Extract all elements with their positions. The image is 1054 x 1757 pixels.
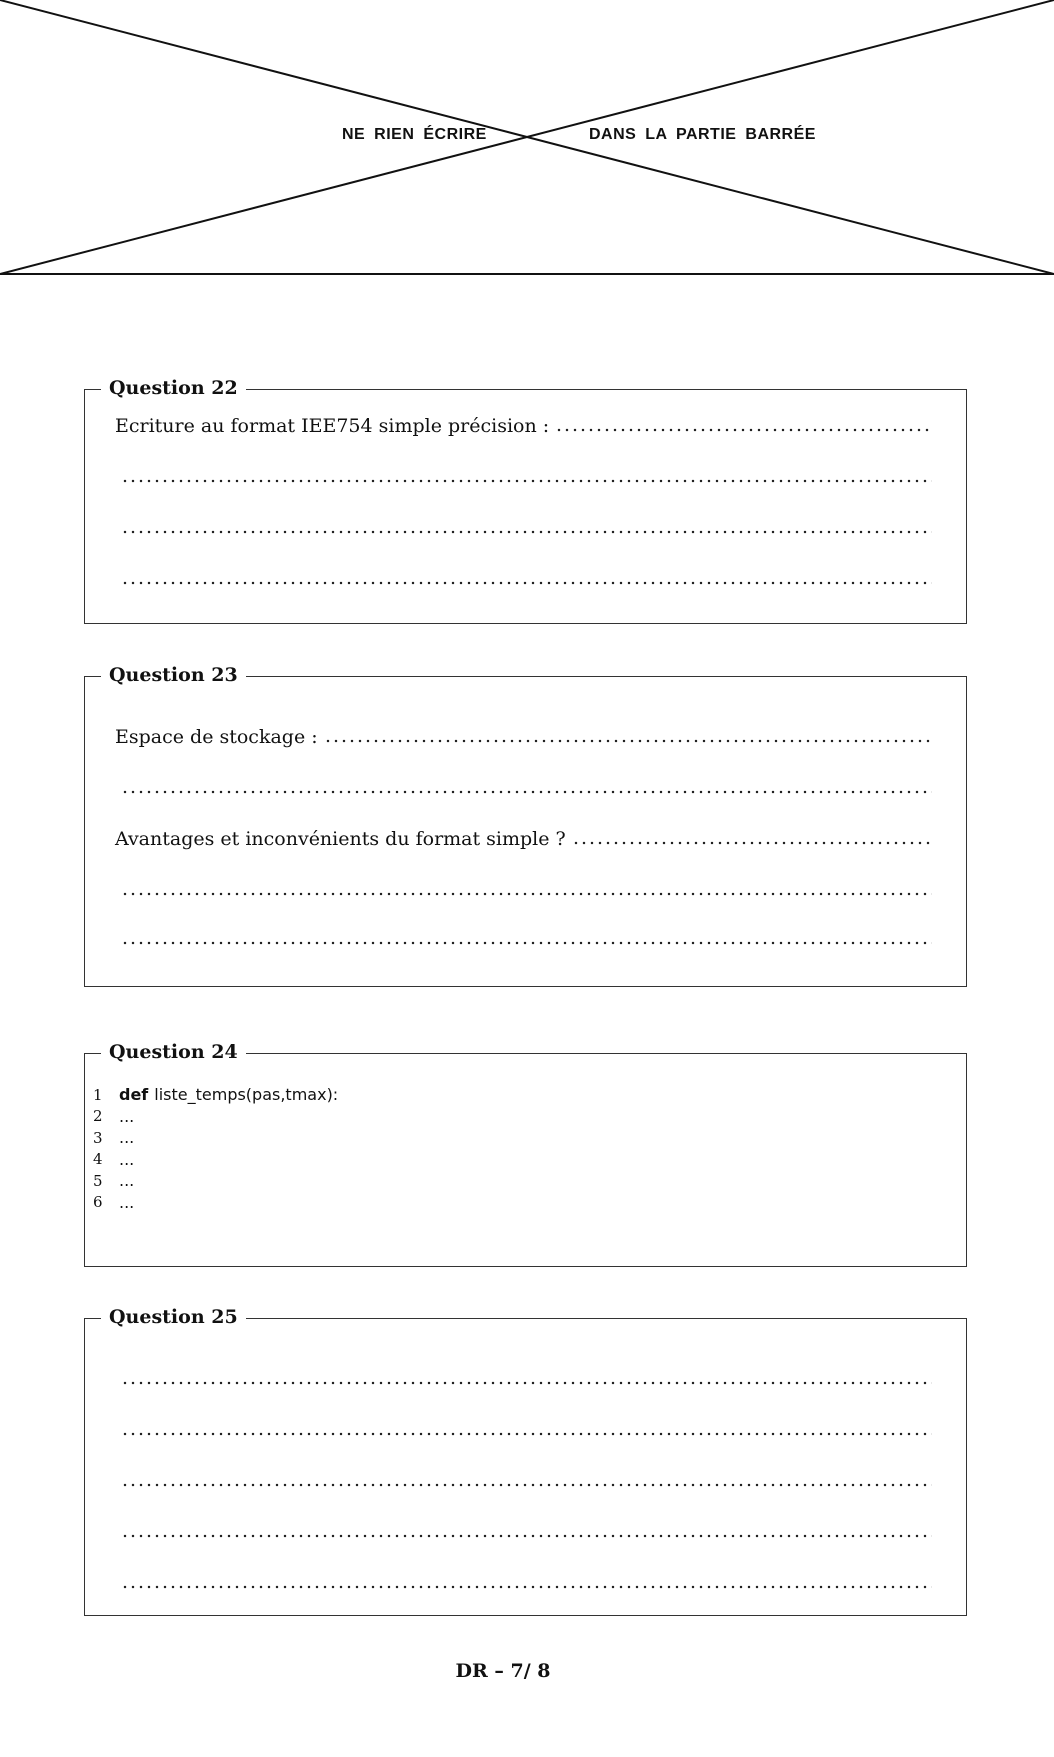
code-line-number: 4	[93, 1150, 103, 1169]
q23-answer-line-2[interactable]	[121, 773, 932, 799]
warning-text-right: DANS LA PARTIE BARRÉE	[589, 126, 816, 143]
code-keyword: def	[119, 1085, 149, 1105]
question-22-box	[84, 377, 967, 624]
question-22-title: Question 22	[101, 374, 246, 402]
q23-answer-line-1[interactable]	[115, 722, 932, 748]
code-text: ...	[119, 1149, 135, 1169]
code-line-number: 1	[93, 1085, 103, 1104]
dotted-line	[121, 1432, 932, 1436]
code-line-number: 3	[93, 1128, 103, 1147]
code-text: ...	[119, 1192, 135, 1212]
q25-answer-line-1[interactable]	[121, 1364, 932, 1390]
code-line	[93, 1192, 338, 1214]
q25-answer-line-4[interactable]	[121, 1517, 932, 1543]
code-listing[interactable]	[93, 1084, 338, 1213]
dotted-line	[121, 1534, 932, 1538]
code-text: ...	[119, 1106, 135, 1126]
code-line	[93, 1106, 338, 1128]
dotted-line	[121, 892, 932, 896]
dotted-line	[121, 941, 932, 945]
question-24-box	[84, 1041, 967, 1267]
q22-answer-line-1[interactable]	[115, 411, 932, 437]
code-line-number: 2	[93, 1107, 103, 1126]
dotted-line	[121, 1585, 932, 1589]
question-23-title: Question 23	[101, 661, 246, 689]
dotted-line	[555, 428, 932, 432]
question-23-box	[84, 664, 967, 987]
code-line	[93, 1170, 338, 1192]
dotted-line	[121, 1381, 932, 1385]
dotted-line	[121, 530, 932, 534]
dotted-line	[121, 479, 932, 483]
dotted-line	[324, 739, 932, 743]
q22-answer-line-2[interactable]	[121, 462, 932, 488]
question-24-title: Question 24	[101, 1038, 246, 1066]
q22-answer-line-4[interactable]	[121, 564, 932, 590]
question-25-title: Question 25	[101, 1303, 246, 1331]
q23-answer-line-5[interactable]	[121, 924, 932, 950]
page-number: DR – 7/ 8	[455, 1660, 551, 1682]
q23-line-3-label: Avantages et inconvénients du format simple ?	[115, 828, 566, 850]
q25-answer-line-5[interactable]	[121, 1568, 932, 1594]
q23-answer-line-3[interactable]	[115, 824, 932, 850]
crossed-out-area	[0, 0, 1054, 280]
code-line	[93, 1149, 338, 1171]
code-line	[93, 1084, 338, 1106]
warning-text-left: NE RIEN ÉCRIRE	[342, 126, 487, 143]
dotted-line	[121, 1483, 932, 1487]
q23-line-1-label: Espace de stockage :	[115, 726, 318, 748]
code-line-number: 6	[93, 1193, 103, 1212]
q25-answer-line-3[interactable]	[121, 1466, 932, 1492]
dotted-line	[121, 581, 932, 585]
code-line-number: 5	[93, 1171, 103, 1190]
q22-answer-line-3[interactable]	[121, 513, 932, 539]
q22-line-1-label: Ecriture au format IEE754 simple précision :	[115, 415, 550, 437]
q23-answer-line-4[interactable]	[121, 875, 932, 901]
code-line	[93, 1127, 338, 1149]
question-25-box	[84, 1306, 967, 1616]
q25-answer-line-2[interactable]	[121, 1415, 932, 1441]
code-text: liste_temps(pas,tmax):	[154, 1085, 339, 1105]
dotted-line	[572, 841, 932, 845]
code-text: ...	[119, 1171, 135, 1191]
dotted-line	[121, 790, 932, 794]
code-text: ...	[119, 1128, 135, 1148]
